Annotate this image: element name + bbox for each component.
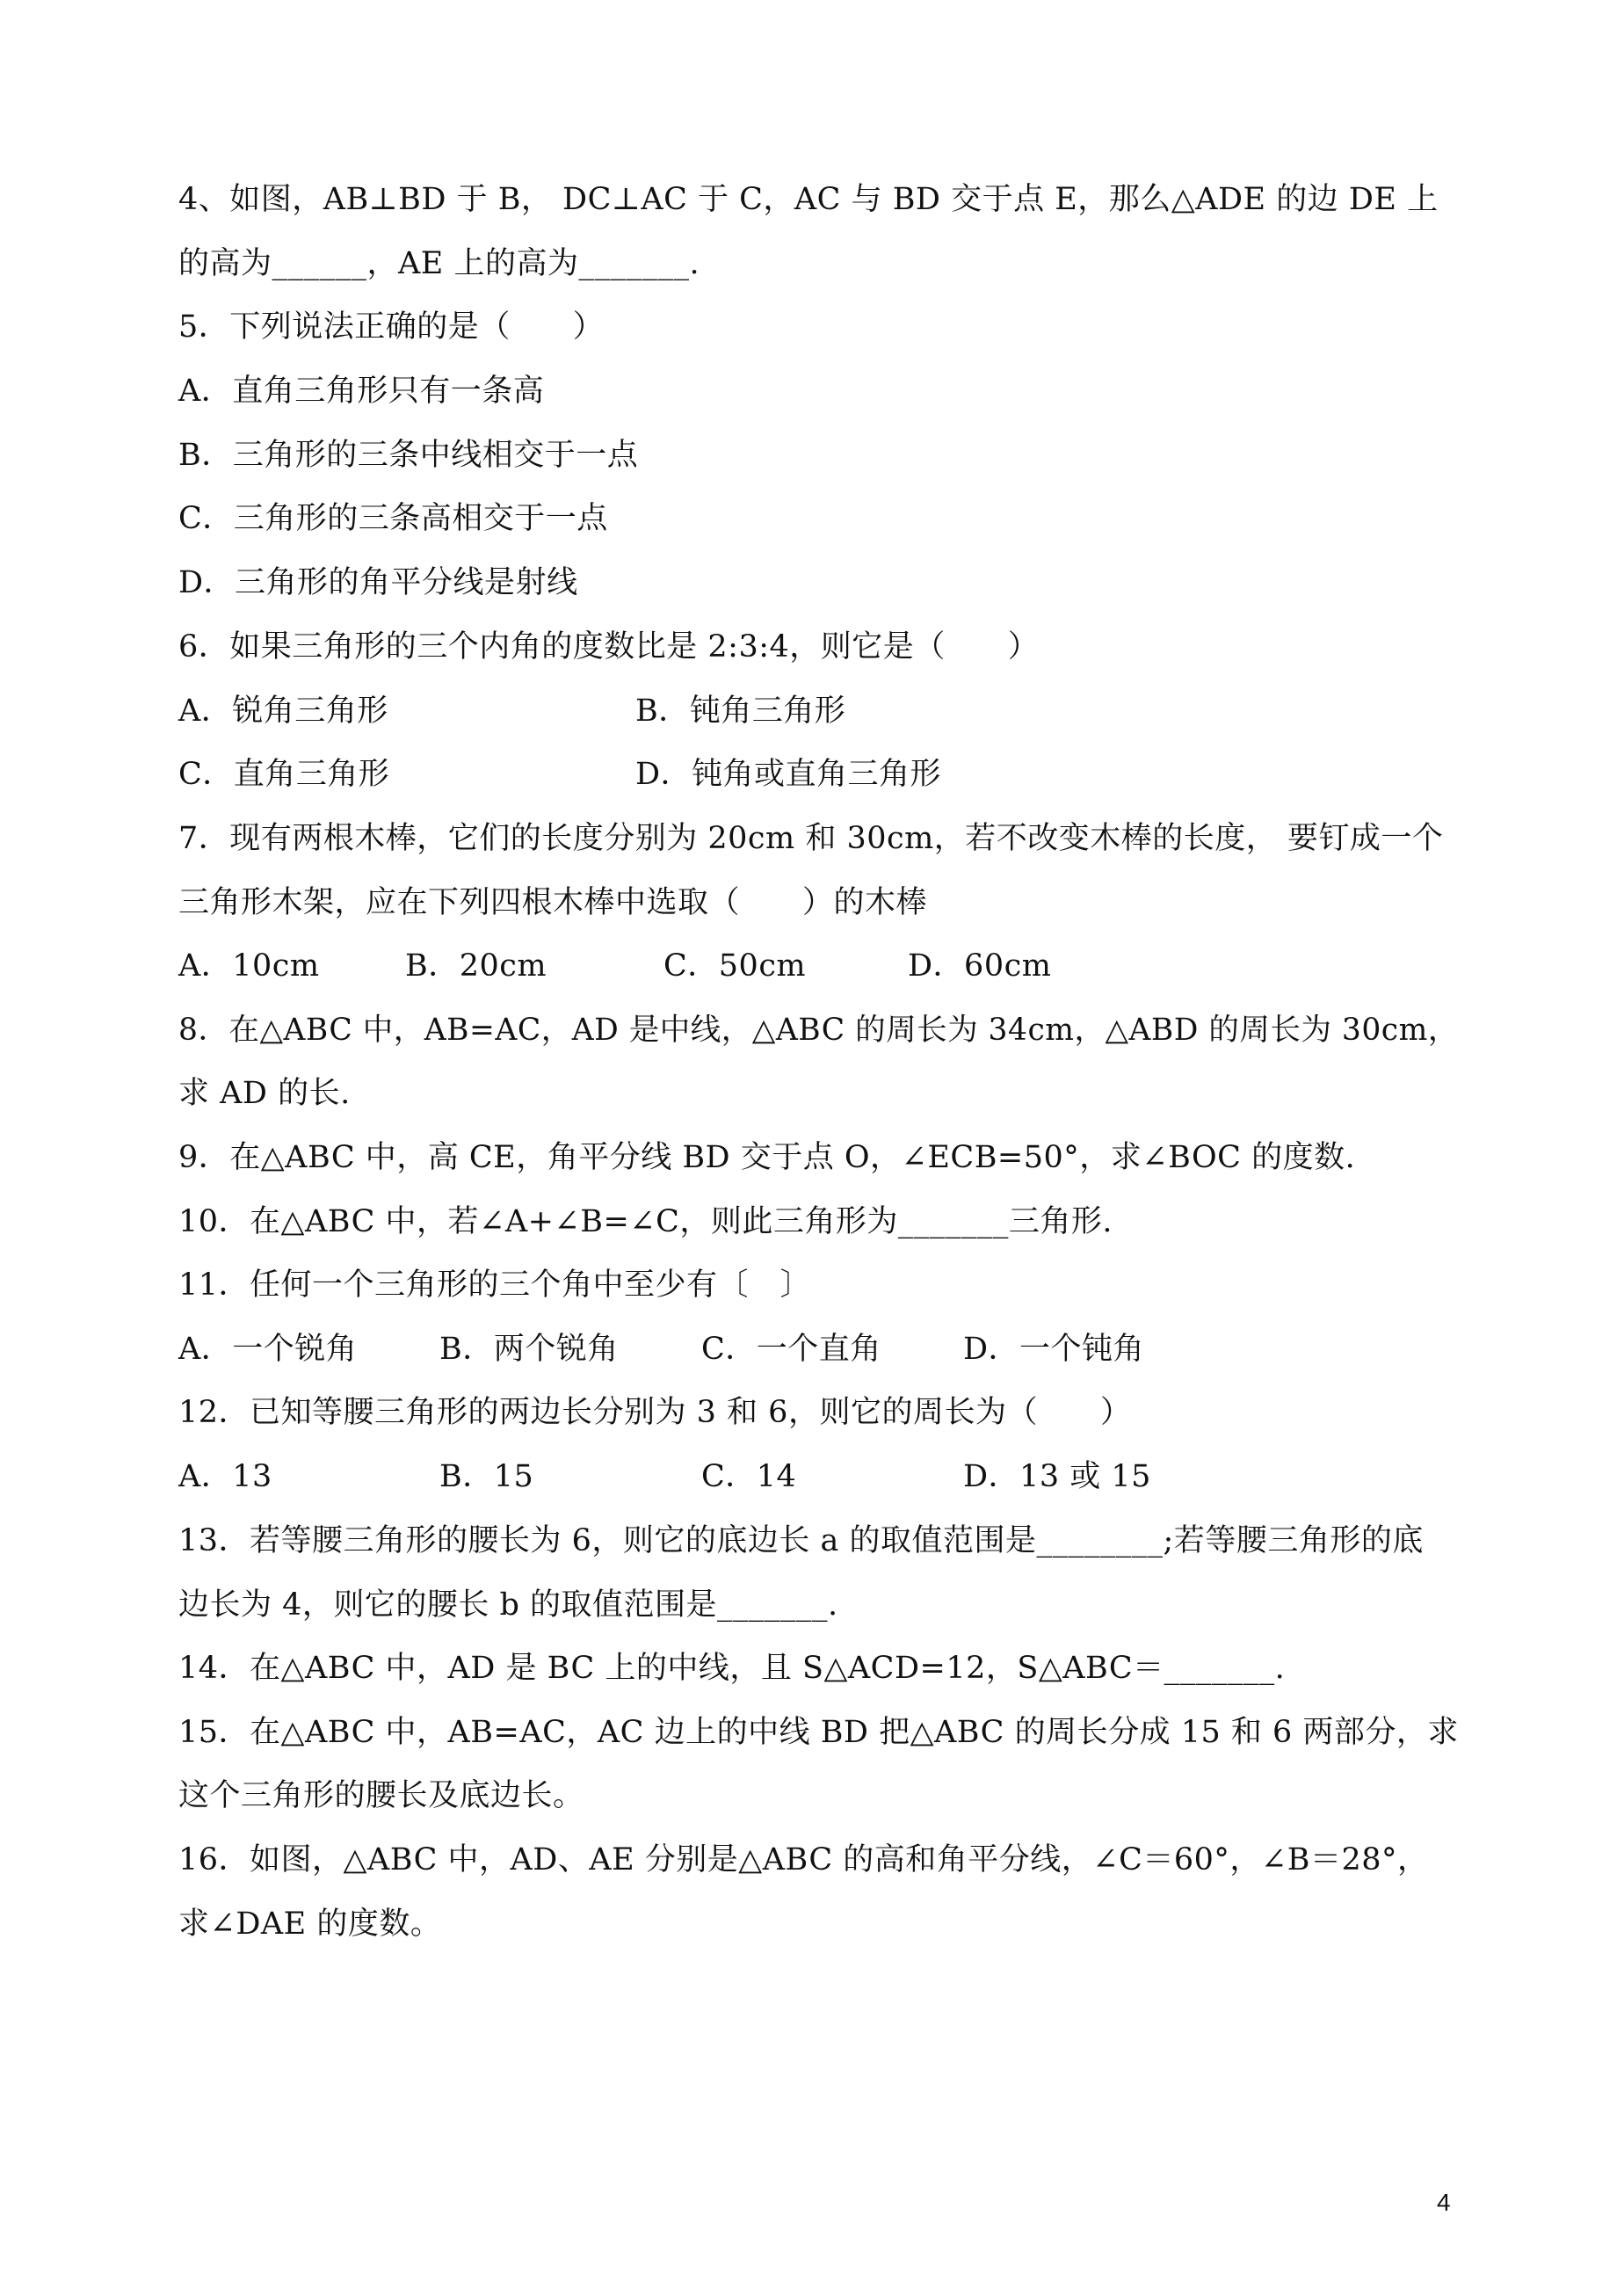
q11-option-b: B．两个锐角 [439, 1332, 619, 1367]
q5-option-d: D．三角形的角平分线是射线 [178, 565, 578, 600]
q5-stem: 5．下列说法正确的是（ ） [178, 309, 605, 345]
q13-line-2: 边长为 4，则它的腰长 b 的取值范围是_______. [178, 1587, 838, 1623]
q7-line-2: 三角形木架，应在下列四根木棒中选取（ ）的木棒 [178, 885, 928, 920]
q11-option-c: C．一个直角 [701, 1332, 881, 1367]
q11-option-d: D．一个钝角 [963, 1332, 1145, 1367]
q5-option-c: C．三角形的三条高相交于一点 [178, 501, 608, 536]
q10-line-1: 10．在△ABC 中，若∠A+∠B=∠C，则此三角形为_______三角形. [178, 1204, 1113, 1239]
q11-stem: 11．任何一个三角形的三个角中至少有〔 〕 [178, 1267, 812, 1303]
q15-line-1: 15．在△ABC 中，AB=AC，AC 边上的中线 BD 把△ABC 的周长分成 15 和 6 两部分，求 [178, 1715, 1459, 1750]
q7-option-c: C．50cm [663, 948, 807, 984]
q6-option-c: C．直角三角形 [178, 757, 390, 792]
q4-line-2: 的高为______，AE 上的高为_______. [178, 246, 700, 281]
q12-option-c: C．14 [701, 1459, 797, 1494]
q11-option-a: A．一个锐角 [178, 1332, 358, 1367]
q14-line-1: 14．在△ABC 中，AD 是 BC 上的中线，且 S△ACD=12，S△ABC＝_______. [178, 1651, 1286, 1686]
q7-option-b: B．20cm [405, 948, 547, 984]
q16-line-2: 求∠DAE 的度数。 [178, 1906, 442, 1942]
q16-line-1: 16．如图，△ABC 中，AD、AE 分别是△ABC 的高和角平分线，∠C＝60°，∠B＝28°， [178, 1842, 1429, 1877]
q5-option-b: B．三角形的三条中线相交于一点 [178, 438, 639, 473]
q8-line-2: 求 AD 的长. [178, 1076, 351, 1111]
page-number: 4 [1437, 2189, 1451, 2216]
q8-line-1: 8．在△ABC 中，AB=AC，AD 是中线，△ABC 的周长为 34cm，△ABD 的周长为 30cm， [178, 1013, 1459, 1048]
q13-line-1: 13．若等腰三角形的腰长为 6，则它的底边长 a 的取值范围是________;若等腰三角形的底 [178, 1523, 1424, 1558]
q7-option-a: A．10cm [178, 948, 320, 984]
q6-stem: 6．如果三角形的三个内角的度数比是 2:3:4，则它是（ ） [178, 629, 1040, 665]
q5-option-a: A．直角三角形只有一条高 [178, 374, 545, 409]
q12-option-a: A．13 [178, 1459, 272, 1494]
q9-line-1: 9．在△ABC 中，高 CE，角平分线 BD 交于点 O，∠ECB=50°，求∠BOC 的度数. [178, 1140, 1356, 1175]
q7-option-d: D．60cm [908, 948, 1052, 984]
q12-option-b: B．15 [439, 1459, 534, 1494]
q7-line-1: 7．现有两根木棒，它们的长度分别为 20cm 和 30cm，若不改变木棒的长度， 要钉成一个 [178, 821, 1444, 856]
q6-option-a: A．锐角三角形 [178, 694, 388, 729]
q6-option-d: D．钝角或直角三角形 [635, 757, 942, 792]
q12-stem: 12．已知等腰三角形的两边长分别为 3 和 6，则它的周长为（ ） [178, 1395, 1132, 1430]
q6-option-b: B．钝角三角形 [635, 694, 846, 729]
q12-option-d: D．13 或 15 [963, 1459, 1151, 1494]
q15-line-2: 这个三角形的腰长及底边长。 [178, 1778, 584, 1813]
q4-line-1: 4、如图，AB⊥BD 于 B， DC⊥AC 于 C，AC 与 BD 交于点 E，那么△ADE 的边 DE 上 [178, 182, 1439, 217]
